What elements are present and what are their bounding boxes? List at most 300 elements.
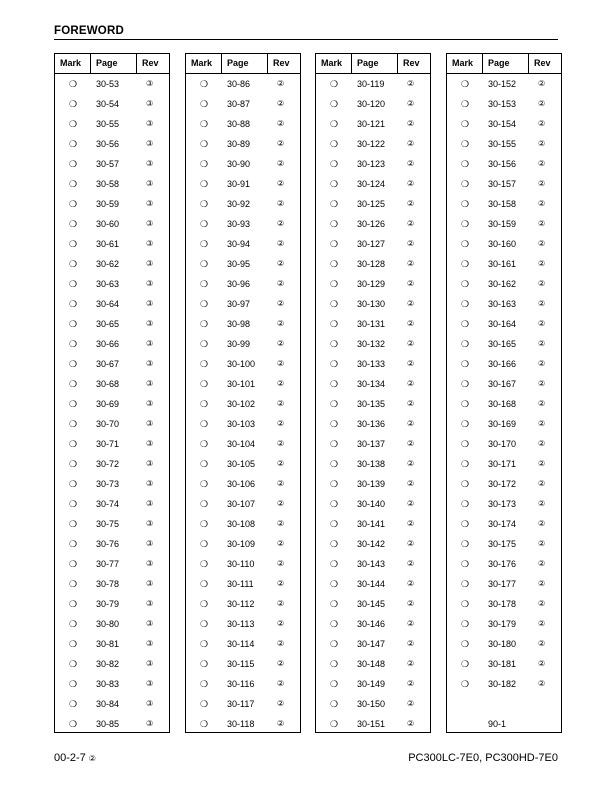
table-row (447, 374, 561, 394)
mark-symbol: ❍ (460, 319, 470, 329)
mark-symbol: ❍ (199, 79, 209, 89)
page-number-cell: 30-153 (488, 99, 517, 109)
mark-symbol: ❍ (329, 619, 339, 629)
table-row (447, 614, 561, 634)
table-row (316, 234, 430, 254)
mark-symbol: ❍ (199, 499, 209, 509)
table-row (316, 194, 430, 214)
mark-symbol: ❍ (460, 599, 470, 609)
revision-cell: ② (538, 419, 546, 428)
mark-symbol: ❍ (460, 419, 470, 429)
mark-symbol: ❍ (68, 179, 78, 189)
revision-cell: ③ (146, 719, 154, 728)
table-row (447, 294, 561, 314)
column-header-mark: Mark (316, 54, 352, 73)
revision-cell: ② (407, 259, 415, 268)
page-number-cell: 30-59 (96, 199, 120, 209)
page-number-cell: 30-155 (488, 139, 517, 149)
page-number-cell: 30-130 (357, 299, 386, 309)
page-number-cell: 30-57 (96, 159, 120, 169)
page-number-cell: 30-96 (227, 279, 251, 289)
mark-symbol: ❍ (68, 579, 78, 589)
mark-symbol: ❍ (68, 99, 78, 109)
table-row (55, 114, 169, 134)
page-number-cell: 90-1 (488, 719, 507, 729)
revision-cell: ② (407, 559, 415, 568)
table-row (55, 454, 169, 474)
revision-cell: ③ (146, 699, 154, 708)
page-number-cell: 30-107 (227, 499, 256, 509)
table-row (447, 574, 561, 594)
page-number-cell: 30-174 (488, 519, 517, 529)
revision-cell: ② (407, 159, 415, 168)
mark-symbol: ❍ (460, 579, 470, 589)
mark-symbol: ❍ (68, 159, 78, 169)
page-number-cell: 30-117 (227, 699, 255, 709)
table-row (316, 414, 430, 434)
mark-symbol: ❍ (460, 679, 470, 689)
page-number-cell: 30-105 (227, 459, 256, 469)
column-header-rev: Rev (142, 58, 159, 68)
mark-symbol: ❍ (329, 99, 339, 109)
page-number-cell (483, 694, 529, 714)
table-row (447, 694, 561, 714)
table-row (55, 294, 169, 314)
table-row (186, 694, 300, 714)
column-header-rev: Rev (403, 58, 420, 68)
table-row (186, 114, 300, 134)
page-number-cell: 30-88 (227, 119, 251, 129)
page-number-cell: 30-122 (357, 139, 386, 149)
revision-cell: ③ (146, 179, 154, 188)
revision-table-3 (315, 53, 431, 733)
table-row (316, 674, 430, 694)
page-number-cell: 30-147 (357, 639, 386, 649)
table-row (447, 234, 561, 254)
revision-cell: ② (407, 179, 415, 188)
revision-cell: ② (277, 479, 285, 488)
table-row (447, 174, 561, 194)
page-number-cell: 30-129 (357, 279, 386, 289)
revision-cell: ② (538, 119, 546, 128)
page-number-cell: 30-109 (227, 539, 256, 549)
mark-symbol: ❍ (329, 659, 339, 669)
mark-symbol: ❍ (68, 359, 78, 369)
revision-cell: ② (407, 639, 415, 648)
table-row (186, 514, 300, 534)
mark-symbol: ❍ (460, 299, 470, 309)
revision-cell: ③ (146, 559, 154, 568)
table-header (316, 54, 430, 74)
table-row (186, 294, 300, 314)
mark-symbol: ❍ (460, 219, 470, 229)
mark-symbol: ❍ (68, 299, 78, 309)
revision-cell: ② (407, 679, 415, 688)
revision-cell: ② (407, 519, 415, 528)
table-row (186, 234, 300, 254)
revision-cell: ③ (146, 599, 154, 608)
page-number-cell: 30-176 (488, 559, 517, 569)
page-number-cell: 30-156 (488, 159, 517, 169)
page-number-cell: 30-181 (488, 659, 517, 669)
revision-cell: ② (407, 379, 415, 388)
mark-symbol: ❍ (199, 279, 209, 289)
revision-cell: ② (407, 139, 415, 148)
mark-symbol: ❍ (329, 159, 339, 169)
page-number-cell: 30-61 (96, 239, 120, 249)
table-row (447, 454, 561, 474)
table-row (316, 694, 430, 714)
mark-symbol: ❍ (460, 459, 470, 469)
mark-symbol: ❍ (199, 679, 209, 689)
page-number-cell: 30-89 (227, 139, 251, 149)
mark-symbol: ❍ (199, 699, 209, 709)
page-number-cell: 30-98 (227, 319, 251, 329)
mark-symbol: ❍ (460, 199, 470, 209)
table-row (186, 454, 300, 474)
page-number-cell: 30-65 (96, 319, 120, 329)
page-number-cell: 30-68 (96, 379, 120, 389)
table-row (447, 214, 561, 234)
mark-symbol: ❍ (68, 379, 78, 389)
table-row (55, 194, 169, 214)
table-row (55, 354, 169, 374)
page-number: 00-2-7 (54, 752, 86, 764)
revision-cell: ② (277, 679, 285, 688)
table-row (316, 594, 430, 614)
column-header-mark: Mark (447, 54, 483, 73)
mark-symbol: ❍ (68, 679, 78, 689)
table-row (447, 354, 561, 374)
revision-cell: ② (407, 199, 415, 208)
page-number-cell: 30-167 (488, 379, 517, 389)
table-row (316, 434, 430, 454)
revision-cell: ② (538, 659, 546, 668)
revision-cell: ② (538, 279, 546, 288)
mark-symbol: ❍ (329, 699, 339, 709)
page-number-cell: 30-90 (227, 159, 251, 169)
page-number-cell: 30-64 (96, 299, 120, 309)
table-row (447, 594, 561, 614)
mark-symbol: ❍ (68, 719, 78, 729)
page-number-cell: 30-158 (488, 199, 517, 209)
page-number-cell: 30-119 (357, 79, 385, 89)
mark-symbol: ❍ (68, 459, 78, 469)
table-row (447, 314, 561, 334)
page-number-cell: 30-141 (357, 519, 386, 529)
revision-cell: ② (277, 79, 285, 88)
table-row (316, 554, 430, 574)
mark-symbol: ❍ (68, 519, 78, 529)
mark-symbol: ❍ (329, 239, 339, 249)
page-number-cell: 30-154 (488, 119, 517, 129)
mark-symbol: ❍ (329, 419, 339, 429)
revision-cell: ② (277, 99, 285, 108)
page-number-cell: 30-161 (488, 259, 517, 269)
revision-cell (529, 694, 561, 714)
revision-cell: ③ (146, 639, 154, 648)
page-number-cell: 30-115 (227, 659, 255, 669)
page-number-cell: 30-175 (488, 539, 517, 549)
table-row (447, 254, 561, 274)
mark-symbol: ❍ (68, 119, 78, 129)
revision-cell: ② (538, 559, 546, 568)
table-row (447, 74, 561, 94)
table-row (186, 634, 300, 654)
table-row (55, 94, 169, 114)
page-number-cell: 30-99 (227, 339, 251, 349)
mark-symbol: ❍ (68, 339, 78, 349)
revision-table-1 (54, 53, 170, 733)
mark-symbol: ❍ (460, 379, 470, 389)
mark-symbol: ❍ (199, 419, 209, 429)
mark-symbol: ❍ (329, 139, 339, 149)
table-row (316, 254, 430, 274)
mark-symbol: ❍ (199, 399, 209, 409)
mark-symbol: ❍ (329, 199, 339, 209)
table-row (316, 374, 430, 394)
revision-cell: ② (538, 259, 546, 268)
table-row (316, 274, 430, 294)
page-number-cell: 30-152 (488, 79, 517, 89)
table-row (447, 134, 561, 154)
mark-symbol: ❍ (460, 539, 470, 549)
revision-cell: ③ (146, 239, 154, 248)
page-number-cell: 30-127 (357, 239, 386, 249)
revision-cell: ② (407, 459, 415, 468)
page-number-cell: 30-74 (96, 499, 120, 509)
mark-symbol: ❍ (199, 479, 209, 489)
mark-symbol: ❍ (68, 639, 78, 649)
mark-symbol: ❍ (460, 339, 470, 349)
page-number-cell: 30-120 (357, 99, 386, 109)
table-row (447, 634, 561, 654)
mark-symbol: ❍ (329, 559, 339, 569)
mark-symbol: ❍ (329, 479, 339, 489)
page-number-cell: 30-134 (357, 379, 386, 389)
page-number-cell: 30-106 (227, 479, 256, 489)
mark-symbol: ❍ (68, 699, 78, 709)
mark-symbol: ❍ (460, 659, 470, 669)
table-row (55, 374, 169, 394)
mark-symbol: ❍ (68, 599, 78, 609)
table-header (447, 54, 561, 74)
table-row (316, 354, 430, 374)
column-header-page: Page (483, 54, 529, 73)
table-row (447, 554, 561, 574)
table-row (55, 674, 169, 694)
table-row (447, 654, 561, 674)
mark-symbol (447, 694, 483, 714)
page-number-cell: 30-126 (357, 219, 386, 229)
revision-cell: ② (277, 239, 285, 248)
revision-cell: ② (538, 639, 546, 648)
mark-symbol: ❍ (68, 279, 78, 289)
page-number-cell: 30-142 (357, 539, 386, 549)
table-row (55, 514, 169, 534)
page-number-cell: 30-171 (488, 459, 517, 469)
revision-cell: ② (407, 339, 415, 348)
page-number-cell: 30-164 (488, 319, 517, 329)
revision-cell: ③ (146, 479, 154, 488)
table-row (447, 414, 561, 434)
table-row (55, 434, 169, 454)
revision-cell: ③ (146, 539, 154, 548)
mark-symbol: ❍ (460, 519, 470, 529)
page-number-cell: 30-163 (488, 299, 517, 309)
page-number-cell: 30-110 (227, 559, 255, 569)
page-number-cell: 30-93 (227, 219, 251, 229)
mark-symbol: ❍ (329, 299, 339, 309)
mark-symbol: ❍ (199, 639, 209, 649)
page-title: FOREWORD (54, 25, 124, 37)
page-number-cell: 30-144 (357, 579, 386, 589)
revision-cell: ② (277, 379, 285, 388)
column-header-page: Page (352, 54, 398, 73)
page-number-cell: 30-170 (488, 439, 517, 449)
revision-cell: ② (277, 459, 285, 468)
table-row (186, 134, 300, 154)
table-row (316, 574, 430, 594)
table-row (55, 714, 169, 734)
page-number-cell: 30-125 (357, 199, 386, 209)
revision-cell: ③ (146, 519, 154, 528)
page-number-cell: 30-86 (227, 79, 251, 89)
page-number-cell: 30-165 (488, 339, 517, 349)
page-number-cell: 30-180 (488, 639, 517, 649)
revision-cell: ② (277, 579, 285, 588)
table-row (316, 634, 430, 654)
revision-cell: ② (277, 499, 285, 508)
revision-cell: ② (407, 239, 415, 248)
revision-cell: ② (277, 619, 285, 628)
page-revision-mark: ② (88, 754, 96, 763)
revision-cell (529, 714, 561, 734)
table-row (186, 254, 300, 274)
mark-symbol: ❍ (199, 219, 209, 229)
revision-cell: ② (277, 399, 285, 408)
revision-cell: ② (538, 579, 546, 588)
revision-cell: ② (538, 359, 546, 368)
revision-cell: ③ (146, 619, 154, 628)
revision-cell: ② (538, 399, 546, 408)
revision-cell: ② (538, 539, 546, 548)
page-number-cell: 30-178 (488, 599, 517, 609)
mark-symbol: ❍ (199, 619, 209, 629)
revision-cell: ③ (146, 219, 154, 228)
table-row (186, 474, 300, 494)
page-number-cell: 30-157 (488, 179, 517, 189)
page-number-cell: 30-62 (96, 259, 120, 269)
revision-cell: ② (407, 659, 415, 668)
revision-cell: ② (538, 499, 546, 508)
table-row (55, 574, 169, 594)
page-number-cell: 30-182 (488, 679, 517, 689)
mark-symbol: ❍ (199, 579, 209, 589)
mark-symbol: ❍ (460, 279, 470, 289)
column-header-mark: Mark (55, 54, 91, 73)
mark-symbol: ❍ (329, 79, 339, 89)
revision-cell: ② (538, 159, 546, 168)
revision-cell: ② (538, 179, 546, 188)
table-row (447, 514, 561, 534)
page-number-cell: 30-83 (96, 679, 120, 689)
table-row (55, 654, 169, 674)
mark-symbol: ❍ (199, 179, 209, 189)
table-row (447, 714, 561, 734)
page-number-cell: 30-60 (96, 219, 120, 229)
mark-symbol: ❍ (68, 539, 78, 549)
page-number-cell: 30-138 (357, 459, 386, 469)
page-number-cell: 30-82 (96, 659, 120, 669)
table-row (55, 134, 169, 154)
page-number-cell: 30-162 (488, 279, 517, 289)
table-row (447, 334, 561, 354)
mark-symbol: ❍ (68, 199, 78, 209)
page-number-cell: 30-97 (227, 299, 251, 309)
page-number-cell: 30-139 (357, 479, 386, 489)
revision-cell: ② (277, 339, 285, 348)
mark-symbol: ❍ (68, 259, 78, 269)
page-number-cell: 30-168 (488, 399, 517, 409)
revision-cell: ② (538, 439, 546, 448)
column-header-rev: Rev (534, 58, 551, 68)
footer-page-number (54, 752, 96, 764)
revision-cell: ② (277, 639, 285, 648)
mark-symbol: ❍ (460, 139, 470, 149)
revision-cell: ② (407, 619, 415, 628)
page-number-cell: 30-114 (227, 639, 255, 649)
table-row (186, 434, 300, 454)
table-row (316, 174, 430, 194)
table-row (186, 214, 300, 234)
page-number-cell: 30-113 (227, 619, 255, 629)
page-number-cell: 30-85 (96, 719, 120, 729)
revision-cell: ② (538, 519, 546, 528)
mark-symbol: ❍ (199, 239, 209, 249)
table-row (55, 694, 169, 714)
page-number-cell: 30-95 (227, 259, 251, 269)
revision-cell: ③ (146, 419, 154, 428)
page-number-cell: 30-102 (227, 399, 256, 409)
mark-symbol: ❍ (68, 419, 78, 429)
table-row (55, 274, 169, 294)
table-row (186, 94, 300, 114)
revision-cell: ② (407, 579, 415, 588)
page-number-cell: 30-55 (96, 119, 120, 129)
mark-symbol: ❍ (329, 379, 339, 389)
revision-table-4 (446, 53, 562, 733)
revision-cell: ③ (146, 439, 154, 448)
mark-symbol: ❍ (199, 359, 209, 369)
table-header (55, 54, 169, 74)
page-number-cell: 30-159 (488, 219, 517, 229)
table-row (55, 174, 169, 194)
table-row (186, 154, 300, 174)
page-number-cell: 30-116 (227, 679, 255, 689)
mark-symbol: ❍ (329, 519, 339, 529)
table-row (316, 214, 430, 234)
table-row (186, 394, 300, 414)
revision-cell: ② (277, 659, 285, 668)
revision-cell: ③ (146, 659, 154, 668)
page-number-cell: 30-111 (227, 579, 254, 589)
table-row (55, 254, 169, 274)
revision-cell: ② (277, 219, 285, 228)
table-row (316, 654, 430, 674)
revision-cell: ② (407, 99, 415, 108)
revision-cell: ② (277, 159, 285, 168)
